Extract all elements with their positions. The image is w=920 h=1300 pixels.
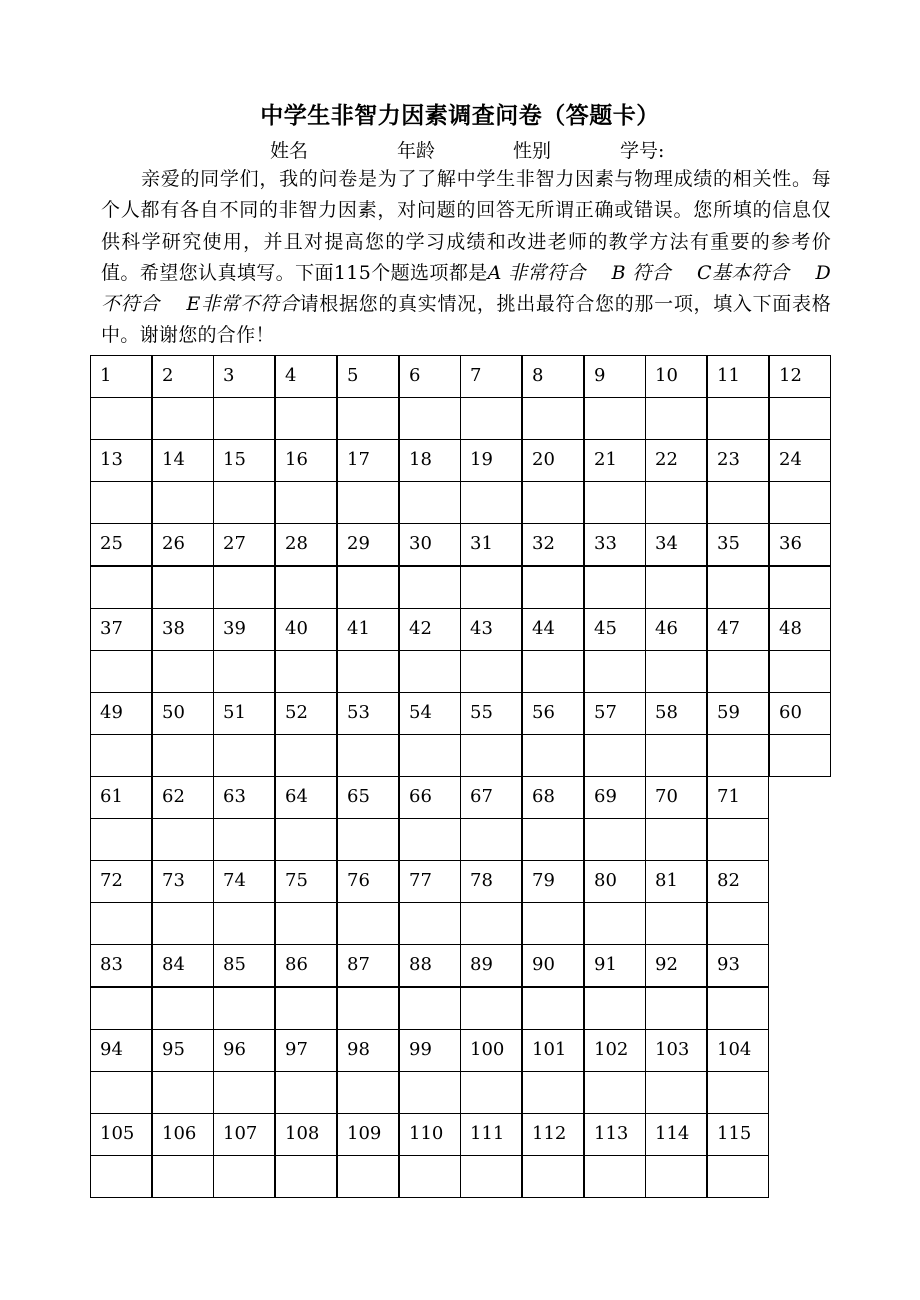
answer-cell[interactable] bbox=[213, 1071, 275, 1114]
answer-cell[interactable] bbox=[769, 566, 831, 609]
answer-cell[interactable] bbox=[337, 650, 399, 693]
answer-cell[interactable] bbox=[645, 650, 707, 693]
answer-cell[interactable] bbox=[460, 566, 522, 609]
question-number-cell: 52 bbox=[275, 692, 337, 735]
question-number-cell: 107 bbox=[213, 1113, 275, 1156]
answer-cell[interactable] bbox=[645, 987, 707, 1030]
question-number-cell: 48 bbox=[769, 608, 831, 651]
answer-cell[interactable] bbox=[645, 902, 707, 945]
question-number-cell: 3 bbox=[213, 355, 275, 398]
question-number-cell: 32 bbox=[522, 523, 584, 566]
intro-text-after: 请根据您的真实情况，挑出最符合您的那一项，填入下面表格中。谢谢您的合作！ bbox=[101, 293, 831, 347]
answer-cell[interactable] bbox=[337, 1155, 399, 1198]
answer-cell[interactable] bbox=[213, 650, 275, 693]
answer-cell[interactable] bbox=[275, 987, 337, 1030]
answer-cell[interactable] bbox=[275, 902, 337, 945]
answer-cell[interactable] bbox=[707, 397, 769, 440]
answer-options: A 非常符合 B 符合 C基本符合 D不符合 E非常不符合 bbox=[101, 261, 831, 316]
question-number-cell: 53 bbox=[337, 692, 399, 735]
question-number-cell: 51 bbox=[213, 692, 275, 735]
answer-cell[interactable] bbox=[152, 902, 214, 945]
answer-cell[interactable] bbox=[275, 650, 337, 693]
answer-cell[interactable] bbox=[522, 902, 584, 945]
answer-cell[interactable] bbox=[707, 1071, 769, 1114]
question-number-cell: 80 bbox=[584, 860, 646, 903]
answer-cell[interactable] bbox=[584, 1155, 646, 1198]
answer-cell[interactable] bbox=[399, 481, 461, 524]
answer-cell[interactable] bbox=[460, 902, 522, 945]
answer-cell[interactable] bbox=[275, 734, 337, 777]
student-id-label: 学号: bbox=[620, 140, 665, 162]
question-number-cell: 17 bbox=[337, 439, 399, 482]
answer-cell[interactable] bbox=[460, 818, 522, 861]
question-number-cell: 106 bbox=[152, 1113, 214, 1156]
question-number-cell: 50 bbox=[152, 692, 214, 735]
question-number-cell: 92 bbox=[645, 944, 707, 987]
answer-cell[interactable] bbox=[275, 566, 337, 609]
question-number-cell: 43 bbox=[460, 608, 522, 651]
answer-cell[interactable] bbox=[707, 987, 769, 1030]
answer-cell[interactable] bbox=[584, 397, 646, 440]
question-number-cell: 115 bbox=[707, 1113, 769, 1156]
answer-cell[interactable] bbox=[707, 902, 769, 945]
question-number-cell: 77 bbox=[399, 860, 461, 903]
question-number-cell: 67 bbox=[460, 776, 522, 819]
question-number-cell: 11 bbox=[707, 355, 769, 398]
answer-cell[interactable] bbox=[769, 481, 831, 524]
question-number-cell: 100 bbox=[460, 1029, 522, 1072]
answer-cell[interactable] bbox=[584, 987, 646, 1030]
question-number-cell: 39 bbox=[213, 608, 275, 651]
answer-cell[interactable] bbox=[152, 1071, 214, 1114]
intro-paragraph bbox=[101, 164, 831, 352]
answer-cell[interactable] bbox=[90, 987, 152, 1030]
question-number-cell: 72 bbox=[90, 860, 152, 903]
question-number-cell: 49 bbox=[90, 692, 152, 735]
answer-cell[interactable] bbox=[769, 734, 831, 777]
answer-cell[interactable] bbox=[584, 902, 646, 945]
question-number-cell: 81 bbox=[645, 860, 707, 903]
question-number-cell: 10 bbox=[645, 355, 707, 398]
question-number-cell: 108 bbox=[275, 1113, 337, 1156]
question-number-cell: 96 bbox=[213, 1029, 275, 1072]
answer-cell[interactable] bbox=[707, 481, 769, 524]
answer-cell[interactable] bbox=[522, 650, 584, 693]
question-number-cell: 28 bbox=[275, 523, 337, 566]
answer-cell[interactable] bbox=[213, 1155, 275, 1198]
question-number-cell: 75 bbox=[275, 860, 337, 903]
question-number-cell: 14 bbox=[152, 439, 214, 482]
answer-cell[interactable] bbox=[90, 397, 152, 440]
question-number-cell: 64 bbox=[275, 776, 337, 819]
question-number-cell: 79 bbox=[522, 860, 584, 903]
answer-cell[interactable] bbox=[584, 1071, 646, 1114]
answer-cell[interactable] bbox=[152, 650, 214, 693]
question-number-cell: 97 bbox=[275, 1029, 337, 1072]
question-number-cell: 78 bbox=[460, 860, 522, 903]
question-number-cell: 26 bbox=[152, 523, 214, 566]
answer-cell[interactable] bbox=[645, 734, 707, 777]
answer-cell[interactable] bbox=[337, 818, 399, 861]
answer-cell[interactable] bbox=[90, 1071, 152, 1114]
answer-cell[interactable] bbox=[213, 566, 275, 609]
question-number-cell: 21 bbox=[584, 439, 646, 482]
answer-cell[interactable] bbox=[645, 397, 707, 440]
question-number-cell: 45 bbox=[584, 608, 646, 651]
answer-cell[interactable] bbox=[399, 902, 461, 945]
answer-cell[interactable] bbox=[90, 1155, 152, 1198]
answer-cell[interactable] bbox=[275, 1071, 337, 1114]
question-number-cell: 103 bbox=[645, 1029, 707, 1072]
question-number-cell: 44 bbox=[522, 608, 584, 651]
answer-cell[interactable] bbox=[645, 818, 707, 861]
answer-cell[interactable] bbox=[90, 818, 152, 861]
question-number-cell: 37 bbox=[90, 608, 152, 651]
answer-cell[interactable] bbox=[645, 1155, 707, 1198]
answer-cell[interactable] bbox=[152, 734, 214, 777]
question-number-cell: 102 bbox=[584, 1029, 646, 1072]
question-number-cell: 98 bbox=[337, 1029, 399, 1072]
question-number-cell: 95 bbox=[152, 1029, 214, 1072]
question-number-cell: 54 bbox=[399, 692, 461, 735]
question-number-cell: 55 bbox=[460, 692, 522, 735]
answer-cell[interactable] bbox=[522, 734, 584, 777]
question-number-cell: 30 bbox=[399, 523, 461, 566]
question-number-cell: 47 bbox=[707, 608, 769, 651]
question-number-cell: 89 bbox=[460, 944, 522, 987]
question-number-cell: 62 bbox=[152, 776, 214, 819]
gender-label: 性别 bbox=[513, 140, 552, 162]
question-number-cell: 1 bbox=[90, 355, 152, 398]
student-info-fields bbox=[0, 134, 920, 168]
answer-cell[interactable] bbox=[90, 566, 152, 609]
intro-text-before: 亲爱的同学们，我的问卷是为了了解中学生非智力因素与物理成绩的相关性。每个人都有各自不同的非智力因素，对问题的回答无所谓正确或错误。您所填的信息仅供科学研究使用，并且对提高您的学习成绩和改进老师的教学方法有重要的参考价值。希望您认真填写。下面115个题选项都是 bbox=[101, 168, 831, 284]
answer-cell[interactable] bbox=[522, 818, 584, 861]
question-number-cell: 76 bbox=[337, 860, 399, 903]
answer-cell[interactable] bbox=[337, 481, 399, 524]
question-number-cell: 9 bbox=[584, 355, 646, 398]
question-number-cell: 18 bbox=[399, 439, 461, 482]
question-number-cell: 2 bbox=[152, 355, 214, 398]
question-number-cell: 20 bbox=[522, 439, 584, 482]
answer-cell[interactable] bbox=[584, 818, 646, 861]
answer-cell[interactable] bbox=[399, 650, 461, 693]
answer-cell[interactable] bbox=[522, 566, 584, 609]
age-label: 年龄 bbox=[397, 140, 436, 162]
question-number-cell: 33 bbox=[584, 523, 646, 566]
question-number-cell: 105 bbox=[90, 1113, 152, 1156]
question-number-cell: 94 bbox=[90, 1029, 152, 1072]
question-number-cell: 57 bbox=[584, 692, 646, 735]
question-number-cell: 22 bbox=[645, 439, 707, 482]
question-number-cell: 111 bbox=[460, 1113, 522, 1156]
page-title: 中学生非智力因素调查问卷（答题卡） bbox=[260, 103, 660, 129]
answer-cell[interactable] bbox=[399, 1071, 461, 1114]
question-number-cell: 101 bbox=[522, 1029, 584, 1072]
question-number-cell: 83 bbox=[90, 944, 152, 987]
answer-cell[interactable] bbox=[213, 902, 275, 945]
question-number-cell: 46 bbox=[645, 608, 707, 651]
answer-cell[interactable] bbox=[337, 987, 399, 1030]
question-number-cell: 35 bbox=[707, 523, 769, 566]
answer-cell[interactable] bbox=[275, 481, 337, 524]
question-number-cell: 69 bbox=[584, 776, 646, 819]
question-number-cell: 16 bbox=[275, 439, 337, 482]
question-number-cell: 109 bbox=[337, 1113, 399, 1156]
answer-cell[interactable] bbox=[337, 902, 399, 945]
answer-cell[interactable] bbox=[275, 818, 337, 861]
name-label: 姓名 bbox=[270, 140, 309, 162]
question-number-cell: 60 bbox=[769, 692, 831, 735]
answer-cell[interactable] bbox=[152, 987, 214, 1030]
answer-cell[interactable] bbox=[399, 566, 461, 609]
answer-cell[interactable] bbox=[769, 650, 831, 693]
answer-cell[interactable] bbox=[213, 481, 275, 524]
answer-cell[interactable] bbox=[645, 1071, 707, 1114]
question-number-cell: 23 bbox=[707, 439, 769, 482]
question-number-cell: 59 bbox=[707, 692, 769, 735]
question-number-cell: 61 bbox=[90, 776, 152, 819]
question-number-cell: 7 bbox=[460, 355, 522, 398]
answer-cell[interactable] bbox=[460, 987, 522, 1030]
question-number-cell: 56 bbox=[522, 692, 584, 735]
answer-cell[interactable] bbox=[707, 650, 769, 693]
question-number-cell: 36 bbox=[769, 523, 831, 566]
question-number-cell: 113 bbox=[584, 1113, 646, 1156]
answer-cell[interactable] bbox=[213, 397, 275, 440]
answer-cell[interactable] bbox=[275, 397, 337, 440]
answer-cell[interactable] bbox=[275, 1155, 337, 1198]
answer-cell[interactable] bbox=[707, 1155, 769, 1198]
question-number-cell: 42 bbox=[399, 608, 461, 651]
question-number-cell: 114 bbox=[645, 1113, 707, 1156]
question-number-cell: 19 bbox=[460, 439, 522, 482]
answer-cell[interactable] bbox=[522, 1155, 584, 1198]
question-number-cell: 58 bbox=[645, 692, 707, 735]
answer-cell[interactable] bbox=[707, 734, 769, 777]
question-number-cell: 110 bbox=[399, 1113, 461, 1156]
answer-cell[interactable] bbox=[213, 818, 275, 861]
question-number-cell: 24 bbox=[769, 439, 831, 482]
question-number-cell: 29 bbox=[337, 523, 399, 566]
answer-cell[interactable] bbox=[152, 1155, 214, 1198]
question-number-cell: 90 bbox=[522, 944, 584, 987]
question-number-cell: 93 bbox=[707, 944, 769, 987]
answer-cell[interactable] bbox=[90, 734, 152, 777]
answer-cell[interactable] bbox=[337, 397, 399, 440]
question-number-cell: 68 bbox=[522, 776, 584, 819]
answer-cell[interactable] bbox=[152, 397, 214, 440]
question-number-cell: 65 bbox=[337, 776, 399, 819]
answer-cell[interactable] bbox=[337, 734, 399, 777]
answer-cell[interactable] bbox=[460, 481, 522, 524]
question-number-cell: 13 bbox=[90, 439, 152, 482]
question-number-cell: 87 bbox=[337, 944, 399, 987]
question-number-cell: 84 bbox=[152, 944, 214, 987]
question-number-cell: 85 bbox=[213, 944, 275, 987]
question-number-cell: 27 bbox=[213, 523, 275, 566]
question-number-cell: 4 bbox=[275, 355, 337, 398]
answer-cell[interactable] bbox=[213, 987, 275, 1030]
answer-cell[interactable] bbox=[337, 1071, 399, 1114]
question-number-cell: 8 bbox=[522, 355, 584, 398]
answer-cell[interactable] bbox=[90, 902, 152, 945]
question-number-cell: 86 bbox=[275, 944, 337, 987]
question-number-cell: 38 bbox=[152, 608, 214, 651]
answer-cell[interactable] bbox=[337, 566, 399, 609]
question-number-cell: 104 bbox=[707, 1029, 769, 1072]
question-number-cell: 25 bbox=[90, 523, 152, 566]
question-number-cell: 71 bbox=[707, 776, 769, 819]
answer-cell[interactable] bbox=[645, 566, 707, 609]
question-number-cell: 40 bbox=[275, 608, 337, 651]
answer-cell[interactable] bbox=[584, 481, 646, 524]
question-number-cell: 74 bbox=[213, 860, 275, 903]
answer-cell[interactable] bbox=[90, 650, 152, 693]
question-number-cell: 41 bbox=[337, 608, 399, 651]
answer-cell[interactable] bbox=[399, 734, 461, 777]
answer-cell[interactable] bbox=[90, 481, 152, 524]
question-number-cell: 70 bbox=[645, 776, 707, 819]
question-number-cell: 6 bbox=[399, 355, 461, 398]
question-number-cell: 5 bbox=[337, 355, 399, 398]
answer-cell[interactable] bbox=[460, 1071, 522, 1114]
answer-cell[interactable] bbox=[152, 481, 214, 524]
answer-cell[interactable] bbox=[522, 397, 584, 440]
answer-cell[interactable] bbox=[152, 566, 214, 609]
answer-cell[interactable] bbox=[584, 650, 646, 693]
question-number-cell: 34 bbox=[645, 523, 707, 566]
answer-cell[interactable] bbox=[584, 734, 646, 777]
answer-cell[interactable] bbox=[769, 397, 831, 440]
question-number-cell: 63 bbox=[213, 776, 275, 819]
answer-cell[interactable] bbox=[213, 734, 275, 777]
answer-cell[interactable] bbox=[522, 987, 584, 1030]
answer-cell[interactable] bbox=[460, 734, 522, 777]
answer-cell[interactable] bbox=[707, 566, 769, 609]
question-number-cell: 82 bbox=[707, 860, 769, 903]
answer-cell[interactable] bbox=[460, 397, 522, 440]
question-number-cell: 91 bbox=[584, 944, 646, 987]
question-number-cell: 73 bbox=[152, 860, 214, 903]
question-number-cell: 99 bbox=[399, 1029, 461, 1072]
question-number-cell: 112 bbox=[522, 1113, 584, 1156]
answer-cell[interactable] bbox=[399, 1155, 461, 1198]
answer-cell[interactable] bbox=[645, 481, 707, 524]
answer-cell[interactable] bbox=[399, 818, 461, 861]
answer-cell[interactable] bbox=[152, 818, 214, 861]
question-number-cell: 66 bbox=[399, 776, 461, 819]
answer-cell[interactable] bbox=[522, 481, 584, 524]
answer-cell[interactable] bbox=[522, 1071, 584, 1114]
question-number-cell: 15 bbox=[213, 439, 275, 482]
answer-cell[interactable] bbox=[707, 818, 769, 861]
question-number-cell: 31 bbox=[460, 523, 522, 566]
answer-cell[interactable] bbox=[460, 1155, 522, 1198]
question-number-cell: 88 bbox=[399, 944, 461, 987]
answer-cell[interactable] bbox=[460, 650, 522, 693]
answer-cell[interactable] bbox=[584, 566, 646, 609]
answer-cell[interactable] bbox=[399, 397, 461, 440]
question-number-cell: 12 bbox=[769, 355, 831, 398]
answer-cell[interactable] bbox=[399, 987, 461, 1030]
